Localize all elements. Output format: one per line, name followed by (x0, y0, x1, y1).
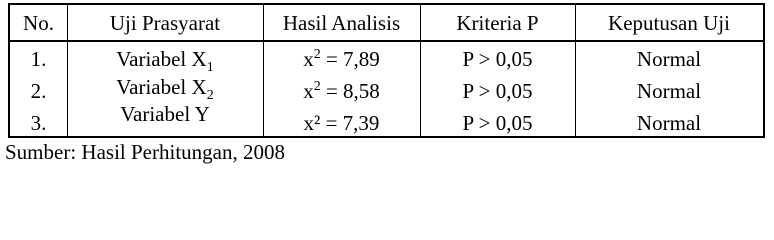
row-2-decision: Normal (636, 79, 702, 103)
row-1-criteria: P > 0,05 (462, 47, 533, 71)
row-2-result-superscript: 2 (313, 79, 321, 94)
header-hasil-analisis: Hasil Analisis (282, 11, 401, 35)
row-1-variable (67, 47, 263, 76)
row-3-variable: Variabel Y (120, 102, 210, 126)
row-2-result-value: = 8,58 (320, 79, 380, 103)
header-uji-prasyarat: Uji Prasyarat (109, 11, 221, 35)
row-3-criteria: P > 0,05 (462, 111, 533, 135)
row-2-variable (67, 75, 263, 104)
row-3-decision: Normal (636, 111, 702, 135)
row-1-result-superscript: 2 (313, 47, 321, 62)
row-3-no: 3. (30, 111, 47, 135)
row-2-result (263, 79, 420, 103)
row-2-result-symbol: x (303, 79, 314, 103)
row-1-variable-subscript: 1 (206, 60, 214, 76)
results-table (8, 3, 765, 138)
row-1-result (263, 47, 420, 71)
row-1-decision: Normal (636, 47, 702, 71)
header-no: No. (23, 11, 54, 35)
row-1-result-symbol: x (303, 47, 314, 71)
row-2-no: 2. (30, 79, 47, 103)
row-1-no: 1. (30, 47, 47, 71)
row-2-criteria: P > 0,05 (462, 79, 533, 103)
row-2-variable-text: Variabel X (116, 75, 207, 99)
source-note: Sumber: Hasil Perhitungan, 2008 (5, 140, 285, 164)
row-3-result: x² = 7,39 (303, 111, 380, 135)
row-1-result-value: = 7,89 (320, 47, 380, 71)
header-kriteria-p: Kriteria P (456, 11, 539, 35)
table-header-row (10, 5, 763, 42)
header-keputusan-uji: Keputusan Uji (608, 11, 730, 35)
row-2-variable-subscript: 2 (206, 88, 214, 104)
row-1-variable-text: Variabel X (116, 47, 207, 71)
